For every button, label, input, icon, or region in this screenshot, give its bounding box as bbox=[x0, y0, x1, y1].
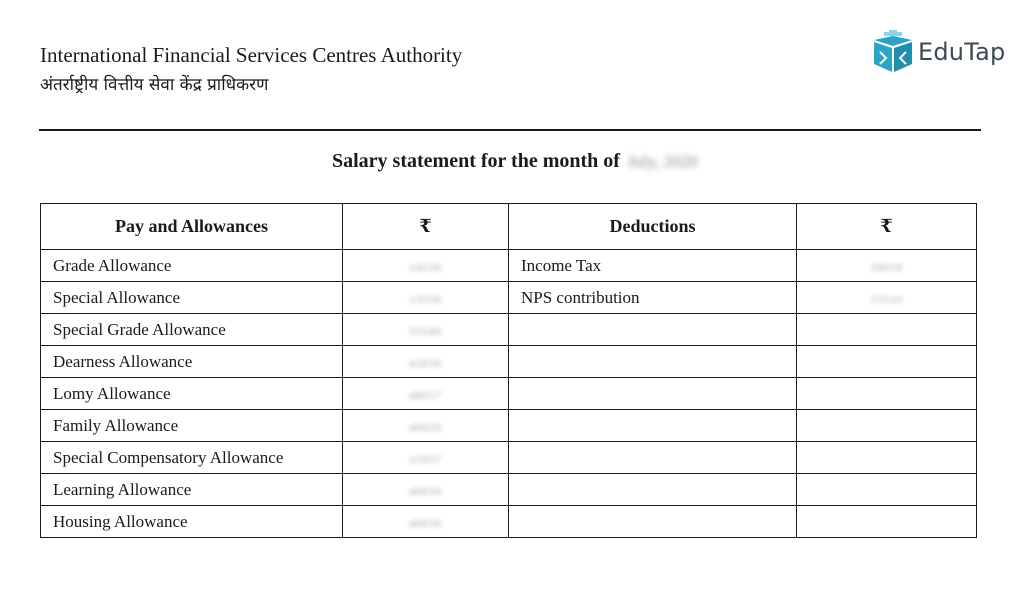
pay-item: Special Compensatory Allowance bbox=[41, 442, 343, 474]
table-row bbox=[41, 346, 977, 378]
pay-amount: 23550 bbox=[409, 293, 442, 306]
salary-table bbox=[40, 203, 977, 538]
pay-amount: 33540 bbox=[409, 325, 442, 338]
logo-text: EduTap bbox=[918, 38, 1006, 66]
organization-header bbox=[40, 42, 462, 98]
deduction-amount bbox=[797, 346, 977, 378]
pay-item: Grade Allowance bbox=[41, 250, 343, 282]
table-header-row bbox=[41, 204, 977, 250]
table-row bbox=[41, 282, 977, 314]
pay-item: Learning Allowance bbox=[41, 474, 343, 506]
table-row bbox=[41, 410, 977, 442]
pay-amount: 40039 bbox=[409, 485, 442, 498]
table-row bbox=[41, 250, 977, 282]
org-name-hindi: अंतर्राष्ट्रीय वित्तीय सेवा केंद्र प्राधिकरण bbox=[40, 75, 269, 95]
graduation-cap-icon bbox=[872, 30, 914, 74]
deduction-item bbox=[509, 410, 797, 442]
table-row bbox=[41, 314, 977, 346]
table-row bbox=[41, 474, 977, 506]
pay-amount: 24530 bbox=[409, 261, 442, 274]
edutap-logo bbox=[872, 30, 1005, 74]
org-name-english: International Financial Services Centres Authority bbox=[40, 43, 463, 67]
deduction-item: Income Tax bbox=[509, 250, 797, 282]
deduction-item bbox=[509, 346, 797, 378]
deduction-amount bbox=[797, 378, 977, 410]
table-row bbox=[41, 506, 977, 538]
pay-item: Special Grade Allowance bbox=[41, 314, 343, 346]
col-header-deduction-amount: ₹ bbox=[797, 204, 977, 250]
pay-item: Lomy Allowance bbox=[41, 378, 343, 410]
deduction-amount bbox=[797, 410, 977, 442]
table-row bbox=[41, 378, 977, 410]
statement-title-text: Salary statement for the month of bbox=[332, 150, 620, 172]
table-row bbox=[41, 442, 977, 474]
deduction-item: NPS contribution bbox=[509, 282, 797, 314]
deduction-amount bbox=[797, 314, 977, 346]
deduction-item bbox=[509, 442, 797, 474]
statement-title bbox=[332, 150, 698, 173]
pay-amount: 40030 bbox=[409, 517, 442, 530]
deduction-item bbox=[509, 378, 797, 410]
col-header-deductions: Deductions bbox=[509, 204, 797, 250]
deduction-amount: 23510 bbox=[870, 293, 903, 306]
deduction-amount bbox=[797, 474, 977, 506]
deduction-item bbox=[509, 506, 797, 538]
col-header-pay: Pay and Allowances bbox=[41, 204, 343, 250]
deduction-amount: 26018 bbox=[870, 261, 903, 274]
deduction-item bbox=[509, 474, 797, 506]
pay-amount: 48017 bbox=[409, 389, 442, 402]
pay-item: Special Allowance bbox=[41, 282, 343, 314]
header-divider bbox=[39, 129, 981, 131]
pay-item: Family Allowance bbox=[41, 410, 343, 442]
pay-item: Dearness Allowance bbox=[41, 346, 343, 378]
pay-amount: 22037 bbox=[409, 453, 442, 466]
deduction-item bbox=[509, 314, 797, 346]
pay-amount: 40020 bbox=[409, 421, 442, 434]
pay-amount: 42030 bbox=[409, 357, 442, 370]
redacted-month: July, 2020 bbox=[627, 151, 698, 171]
deduction-amount bbox=[797, 506, 977, 538]
deduction-amount bbox=[797, 442, 977, 474]
pay-item: Housing Allowance bbox=[41, 506, 343, 538]
col-header-pay-amount: ₹ bbox=[343, 204, 509, 250]
